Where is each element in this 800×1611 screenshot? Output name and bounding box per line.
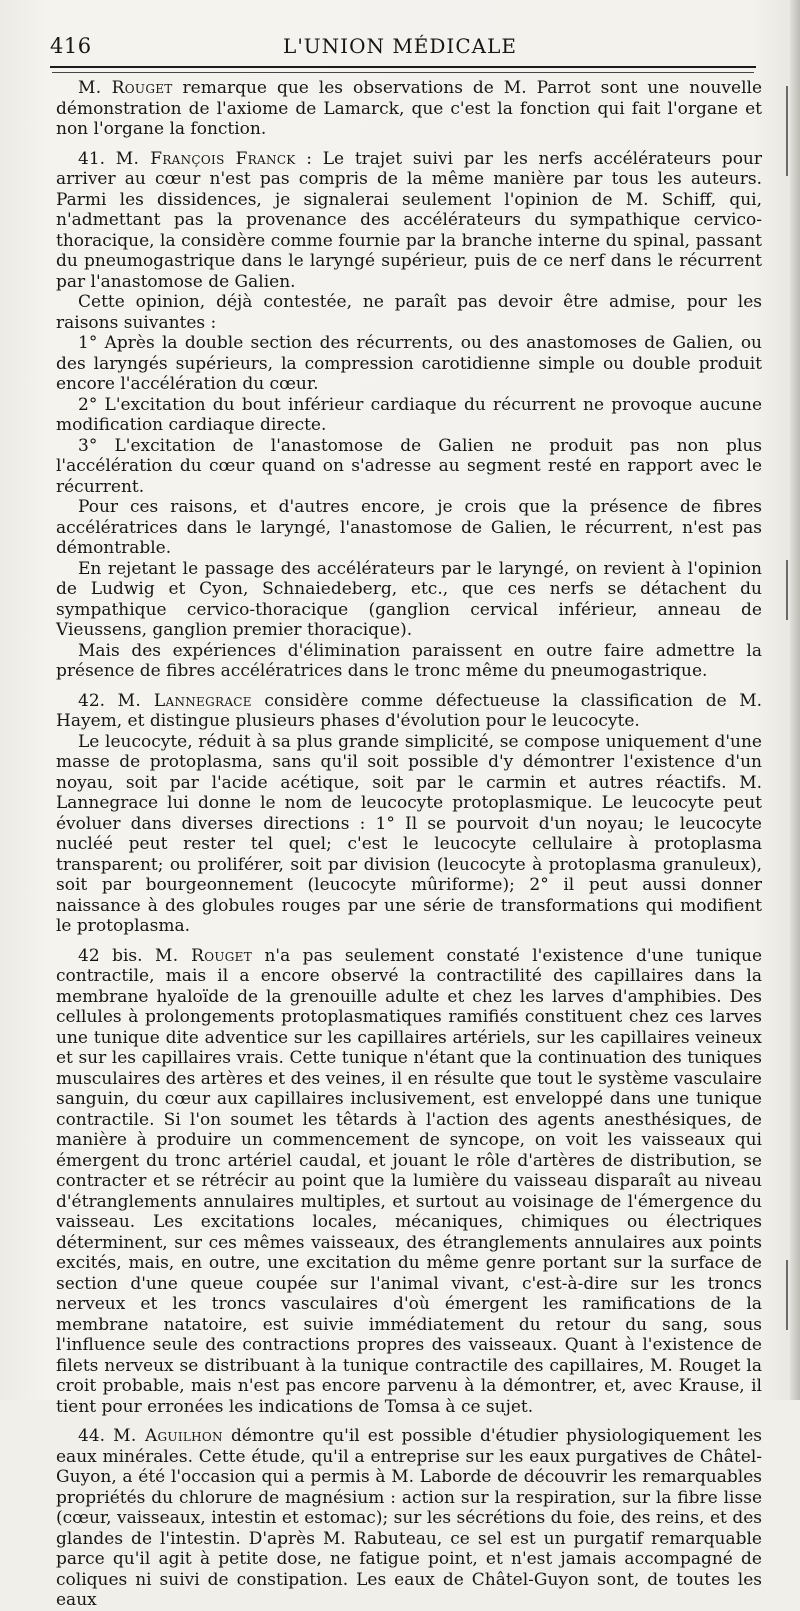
paragraph-text: : Le trajet suivi par les nerfs accélérateurs pour arriver au cœur n'est pas compris de la même manière par tous les auteurs. Parmi les dissidences, je signalerai seulement l'opinion de M. Schiff, qui, n'admettant pas la provenance des accélérateurs du sympathique cervico-thoracique, la considère comme fournie par la branche interne du spinal, passant du pneumogastrique dans le laryngé supérieur, puis de ce nerf dans le récurrent par l'anastomose de Galien. xyxy=(56,148,763,292)
section-number: 44. xyxy=(78,1426,106,1446)
paragraph: 3° L'excitation de l'anastomose de Galien ne produit pas non plus l'accélération du cœur quand on s'adresse au segment resté en rapport avec le récurrent. xyxy=(56,435,762,497)
author-name: M. Aguilhon xyxy=(113,1426,223,1446)
paragraph: Le leucocyte, réduit à sa plus grande simplicité, se compose uniquement d'une masse de protoplasma, sans qu'il soit possible d'y démontrer l'existence d'un noyau, soit par l'acide acétique, soit par le carmin et autres réactifs. M. Lannegrace lui donne le nom de leucocyte protoplasmique. Le leucocyte peut évoluer dans diverses directions : 1° Il se pourvoit d'un noyau; le leucocyte nucléé peut rester tel quel; c'est le leucocyte cellulaire à protoplasma transparent; ou proliférer, soit par division (leucocyte à protoplasma granuleux), soit par bourgeonnement (leucocyte mûriforme); 2° il peut aussi donner naissance à des globules rouges par une série de transformations qui modifient le protoplasma. xyxy=(56,731,762,936)
paragraph: Mais des expériences d'élimination paraissent en outre faire admettre la présence de fibres accélératrices dans le tronc même du pneumogastrique. xyxy=(56,640,762,681)
paragraph-text: n'a pas seulement constaté l'existence d'une tunique contractile, mais il a encore observé la contractilité des capillaires dans la membrane hyaloïde de la grenouille adulte et chez les larves d'amphibies. Des cellules à prolongements protoplasmatiques ramifiés constituent chez ces larves une tunique dite adventice sur les capillaires artériels, sur les capillaires veineux et sur les capillaires vrais. Cette tunique n'étant que la continuation des tuniques musculaires des artères et des veines, il en résulte que tout le système vasculaire sanguin, du cœur aux capillaires inclusivement, est enveloppé dans une tunique contractile. Si l'on soumet les têtards à l'action des agents anesthésiques, de manière à produire un commencement de syncope, on voit les vaisseaux qui émergent du tronc artériel caudal, et jouant le rôle d'artères de distribution, se contracter et se rétrécir au point que la lumière du vaisseau disparaît au niveau d'étranglements annulaires multiples, et surtout au voisinage de l'émergence du vaisseau. Les excitations locales, mécaniques, chimiques ou électriques déterminent, sur ces mêmes vaisseaux, des étranglements annulaires aux points excités, mais, en outre, une excitation du même genre portant sur la surface de section d'une queue coupée sur l'animal vivant, c'est-à-dire sur les troncs nerveux et les troncs vasculaires d'où émergent les ramifications de la membrane natatoire, est suivie immédiatement du retour du sang, sous l'influence seule des contractions propres des vaisseaux. Quant à l'existence de filets nerveux se distribuant à la tunique contractile des capillaires, M. Rouget la croit probable, mais n'est pas encore parvenu à la démontrer, et, avec Krause, il tient pour erronées les indications de Tomsa à ce sujet. xyxy=(56,945,763,1417)
running-title: L'UNION MÉDICALE xyxy=(283,34,517,58)
margin-mark xyxy=(786,1260,788,1330)
paragraph-rouget-lamarck xyxy=(56,78,762,140)
paragraph: Cette opinion, déjà contestée, ne paraît pas devoir être admise, pour les raisons suivantes : xyxy=(56,292,762,333)
header-rule-thin xyxy=(52,72,754,73)
section-42-bis xyxy=(56,946,762,1418)
author-name: M. Rouget xyxy=(78,78,173,98)
author-name: M. Rouget xyxy=(154,945,253,966)
paragraph: 1° Après la double section des récurrents, ou des anastomoses de Galien, ou des laryngés supérieurs, la compression carotidienne simple ou double produit encore l'accélération du cœur. xyxy=(56,333,762,394)
paragraph-text: considère comme défectueuse la classification de M. Hayem, et distingue plusieurs phases d'évolution pour le leucocyte. xyxy=(56,690,763,731)
margin-mark xyxy=(786,86,788,176)
section-number: 41. xyxy=(78,148,106,169)
paragraph: En rejetant le passage des accélérateurs par le laryngé, on revient à l'opinion de Ludwig et Cyon, Schnaiedeberg, etc., que ces nerfs se détachent du sympathique cervico-thoracique (ganglion cervical inférieur, anneau de Vieussens, ganglion premier thoracique). xyxy=(56,558,762,640)
author-name: M. Lannegrace xyxy=(117,690,252,711)
body-text xyxy=(56,78,762,1611)
header-rule-thick xyxy=(50,66,756,68)
section-number: 42 bis. xyxy=(78,945,143,966)
author-name: M. François Franck xyxy=(115,148,296,169)
paragraph-text: démontre qu'il est possible d'étudier physiologiquement les eaux minérales. Cette étude, qu'il a entreprise sur les eaux purgatives de Châtel-Guyon, a été l'occasion qui a permis à M. Laborde de découvrir les remarquables propriétés du chlorure de magnésium : action sur la respiration, sur la fibre lisse (cœur, vaisseaux, intestin et estomac); sur les sécrétions du foie, des reins, et des glandes de l'intestin. D'après M. Rabuteau, ce sel est un purgatif remarquable parce qu'il agit à petite dose, ne fatigue point, et n'est jamais accompagné de coliques ni suivi de constipation. Les eaux de Châtel-Guyon sont, de toutes les eaux xyxy=(56,1426,762,1610)
paragraph: 2° L'excitation du bout inférieur cardiaque du récurrent ne provoque aucune modification cardiaque directe. xyxy=(56,394,762,435)
paragraph: Pour ces raisons, et d'autres encore, je crois que la présence de fibres accélératrices dans le laryngé, l'anastomose de Galien, le récurrent, n'est pas démontrable. xyxy=(56,497,762,558)
section-41 xyxy=(56,149,762,293)
page-edge-shadow xyxy=(790,0,800,1400)
page-header xyxy=(50,30,750,62)
paragraph-text: remarque que les observations de M. Parrot sont une nouvelle démonstration de l'axiome de Lamarck, que c'est la fonction qui fait l'organe et non l'organe la fonction. xyxy=(56,78,762,139)
section-42 xyxy=(56,691,762,732)
margin-mark xyxy=(786,560,788,620)
section-number: 42. xyxy=(78,690,106,711)
section-44 xyxy=(56,1426,762,1611)
page-number: 416 xyxy=(50,34,92,58)
